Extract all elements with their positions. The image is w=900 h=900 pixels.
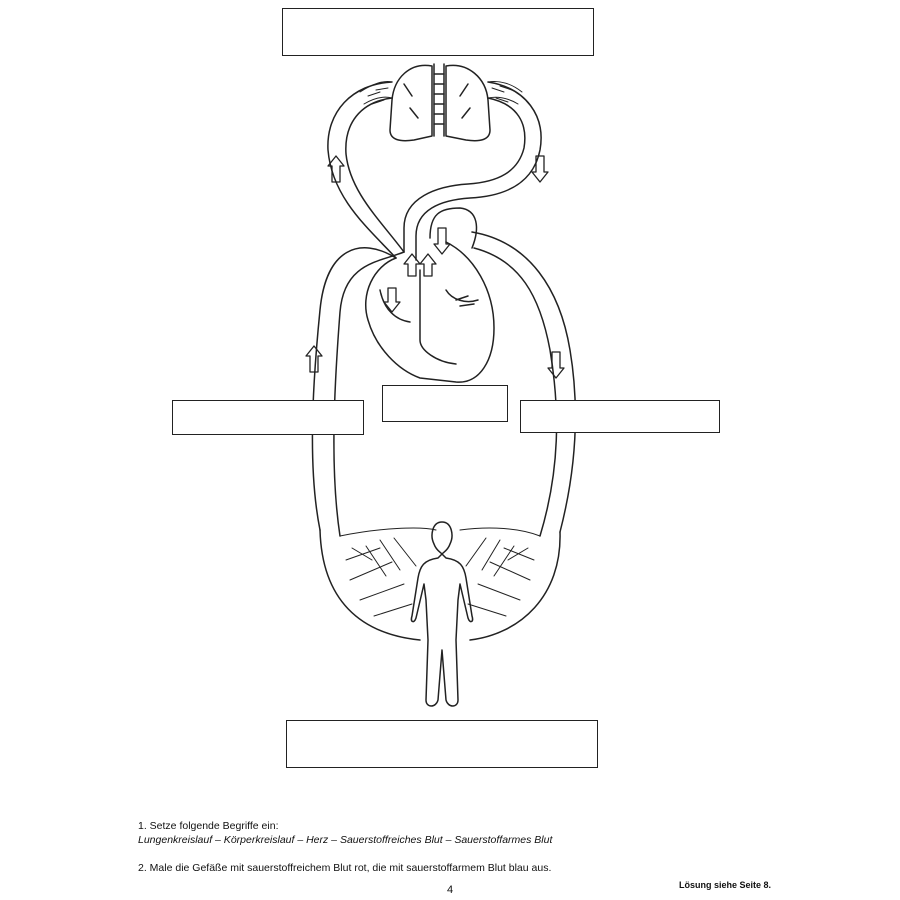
label-box-bottom[interactable] <box>286 720 598 768</box>
body-capillaries <box>340 528 540 616</box>
arrow-up-icon <box>328 156 344 182</box>
label-box-top[interactable] <box>282 8 594 56</box>
flow-arrows <box>306 156 564 378</box>
task2-text: 2. Male die Gefäße mit sauerstoffreichem Blut rot, die mit sauerstoffarmem Blut blau aus. <box>138 862 552 874</box>
arrow-up-icon <box>404 254 420 276</box>
label-box-right[interactable] <box>520 400 720 433</box>
arrow-up-icon <box>306 346 322 372</box>
arrow-up-icon <box>420 254 436 276</box>
heart-icon <box>366 242 494 382</box>
solution-reference: Lösung siehe Seite 8. <box>679 880 772 890</box>
arrow-down-icon <box>384 288 400 312</box>
task1-title: 1. Setze folgende Begriffe ein: <box>138 820 279 832</box>
page-number: 4 <box>446 884 454 896</box>
arrow-down-icon <box>434 228 450 254</box>
task1-terms: Lungenkreislauf – Körperkreislauf – Herz – Sauerstoffreiches Blut – Sauerstoffarmes Blut <box>138 834 553 846</box>
label-box-center[interactable] <box>382 385 508 422</box>
human-figure-icon <box>411 522 472 706</box>
label-box-left[interactable] <box>172 400 364 435</box>
arrow-down-icon <box>532 156 548 182</box>
lungs-icon <box>390 64 490 141</box>
